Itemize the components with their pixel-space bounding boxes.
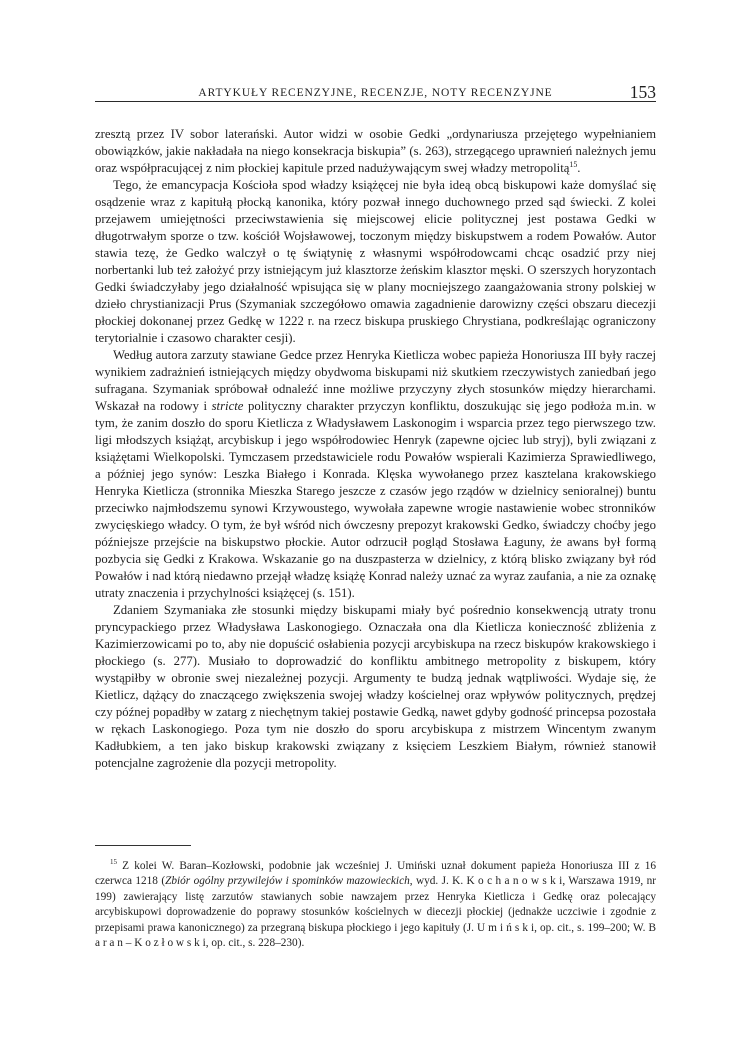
paragraph <box>95 347 656 602</box>
text-run: stricte <box>211 399 244 413</box>
footnote-marker: 15 <box>110 858 117 867</box>
text-run: Zbiór ogólny przywilejów i spominków mazowieckich <box>165 875 410 888</box>
footnote-marker: 15 <box>569 159 578 169</box>
text-run: polityczny charakter przyczyn konfliktu, doszukując się jego podłoża m.in. w tym, że zanim doszło do sporu Kietlicza z Władysławem Laskonogim i wsparcia przez tego pierwszego tzw. ligi młodszych książąt, arcybiskup i jego współrodowiec Henryk (zapewne ojciec lub stryj), byli związani z książętami Wielkopolski. Tymczasem przedstawiciele rodu Powałów wspierali Kazimierza Sprawiedliwego, a później jego synów: Leszka Białego i Konrada. Klęska wywołanego przez kasztelana krakowskiego Henryka Kietlicza (stronnika Mieszka Starego jeszcze z czasów jego rządów w dzielnicy senioralnej) buntu przeciwko najmłodszemu synowi Krzywoustego, wywołała zapewne wrogie nastawienie wobec stronników zwycięskiego władcy. O tym, że był wśród nich ówczesny prepozyt krakowski Gedko, świadczy choćby jego późniejsze przejście na biskupstwo płockie. Autor odrzucił pogląd Stosława Łaguny, że awans był formą pozbycia się Gedki z Krakowa. Wskazanie go na duszpasterza w dzielnicy, z którą blisko związany był ród Powałów i nad którą niedawno przejął władzę książę Konrad należy uznać za wyraz zaufania, a nie za oznakę utraty znaczenia i przychylności książęcej (s. 151). <box>95 399 656 600</box>
text-run: zresztą przez IV sobor laterański. Autor widzi w osobie Gedki „ordynariusza przejętego wypełnianiem obowiązków, jakie nakładała na niego konsekracja biskupia” (s. 263), strzegącego uprawnień należnych jemu oraz współpracującej z nim płockiej kapitule przed nadużywającym swej władzy metropolitą <box>95 127 656 175</box>
running-title: ARTYKUŁY RECENZYJNE, RECENZJE, NOTY RECENZYJNE <box>198 87 553 99</box>
running-head <box>95 78 656 102</box>
footnote-text <box>95 859 656 951</box>
paragraph <box>95 126 656 177</box>
text-run: Tego, że emancypacja Kościoła spod władzy książęcej nie była ideą obcą biskupowi każe domyślać się osądzenie wraz z kapitułą płocką kanonika, który pozwał innego duchownego przed sąd świecki. Z kolei przejawem umiejętności przeciwstawienia się miejscowej elicie politycznej jest postawa Gedki w długotrwałym sporze o tzw. kościół Wojsławowej, toczonym między biskupstwem a rodem Powałów. Autor stawia tezę, że Gedko walczył o tę świątynię z własnymi współrodowcami chcąc osadzić przy niej norbertanki lub też założyć przy istniejącym już klasztorze żeńskim klasztor męski. O szerszych horyzontach Gedki świadczyłaby jego działalność wpisująca się w plany mocniejszego zaangażowania strony polskiej w dzieło chrystianizacji Prus (Szymaniak szczegółowo omawia zagadnienie darowizny części obszaru diecezji płockiej dokonanej przez Gedkę w 1222 r. na rzecz biskupa pruskiego Chrystiana, podkreślając ograniczony terytorialnie i czasowo charakter cesji). <box>95 178 656 345</box>
header-rule <box>95 101 656 102</box>
text-run: Według autora zarzuty stawiane Gedce przez Henryka Kietlicza wobec papieża Honoriusza III były raczej wynikiem zadrażnień istniejących między obydwoma biskupami niż skutkiem rzeczywistych zaniedbań jego sufragana. Szymaniak spróbował odnaleźć inne możliwe przyczyny złych stosunków między hierarchami. Wskazał na rodowy i <box>95 348 656 413</box>
page-number: 153 <box>629 82 656 102</box>
paragraph <box>95 177 656 347</box>
text-run: . <box>577 161 581 175</box>
footnote-section <box>95 845 656 951</box>
body-text <box>95 126 656 772</box>
text-run: Zdaniem Szymaniaka złe stosunki między biskupami miały być pośrednio konsekwencją utraty tronu pryncypackiego przez Władysława Laskonogiego. Oznaczała ona dla Kietlicza konieczność zbliżenia z Kazimierzowicami po to, aby nie dopuścić osłabienia pozycji arcybiskupa na rzecz biskupów krakowskiego i płockiego (s. 277). Musiało to doprowadzić do konfliktu ambitnego metropolity z biskupem, który wystąpiłby w obronie swej niezależnej pozycji. Argumenty te budzą jednak wątpliwości. Wydaje się, że Kietlicz, dążący do znaczącego zwiększenia swojej władzy kościelnej oraz wpływów politycznych, prędzej czy późnej popadłby w zatarg z niechętnym takiej postawie Gedką, nawet gdyby godność princepsa pozostała w rękach Laskonogiego. Poza tym nie doszło do sporu arcybiskupa z mistrzem Wincentym zwanym Kadłubkiem, a ten jako biskup krakowski związany z księciem Leszkiem Białym, również stanowił potencjalne zagrożenie dla pozycji metropolity. <box>95 603 656 770</box>
text-run: , wyd. J. K. K o c h a n o w s k i, Warszawa 1919, nr 199) zawierający listę zarzutów stawianych sobie nawzajem przez Henryka Kietlicza i Gedkę oraz polecający arcybiskupowi doprowadzenie do poprawy stosunków kościelnych w diecezji płockiej (jednakże uczciwie i zgodnie z przepisami prawa kanonicznego) za przegraną biskupa płockiego i jego kapituły (J. U m i ń s k i, op. cit., s. 199–200; W. B a r a n – K o z ł o w s k i, op. cit., s. 228–230). <box>95 875 656 950</box>
footnote-rule <box>95 845 191 846</box>
text-run: Z kolei W. Baran–Kozłowski, podobnie jak wcześniej J. Umiński uznał dokument papieża Honoriusza III z 16 czerwca 1218 ( <box>95 860 656 888</box>
paragraph <box>95 602 656 772</box>
